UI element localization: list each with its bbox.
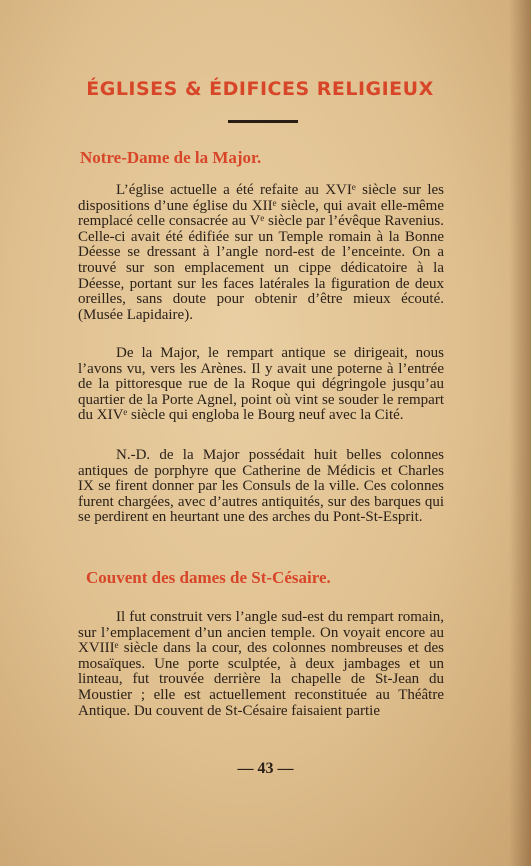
paragraph-notre-dame-2: De la Major, le rempart antique se dirigeait, nous l’avons vu, vers les Arènes. Il y avait une poterne à l’entrée de la pittoresque rue de la Roque qui dégringole jusqu’au quartier de la Porte Agnel, point où vint se souder le rempart du XIVᵉ siècle qui engloba le Bourg neuf avec la Cité. xyxy=(78,345,444,424)
paragraph-notre-dame-3: N.-D. de la Major possédait huit belles colonnes antiques de porphyre que Catherine de Médicis et Charles IX se firent donner par les Consuls de la ville. Ces colonnes furent chargées, avec d’autres antiquités, sur des barques qui se perdirent en heurtant une des arches du Pont-St-Esprit. xyxy=(78,447,444,526)
title-rule xyxy=(228,120,298,123)
section-title-st-cesaire: Couvent des dames de St-Césaire. xyxy=(86,568,331,587)
paragraph-notre-dame-1: L’église actuelle a été refaite au XVIᵉ siècle sur les dispositions d’une église du XIIᵉ siècle, qui avait elle-même remplacé celle consacrée au Vᵉ siècle par l’évêque Ravenius. Celle-ci avait été édifiée sur un Temple romain à la Bonne Déesse se dressant à l’angle nord-est de l’enceinte. On a trouvé sur son emplacement un cippe dédicatoire à la Déesse, portant sur les faces latérales la figuration de deux oreilles, sans doute pour obtenir d’être mieux écouté. (Musée Lapidaire). xyxy=(78,182,444,323)
page-number: — 43 — xyxy=(237,760,294,777)
section-title-notre-dame: Notre-Dame de la Major. xyxy=(80,148,262,167)
paragraph-st-cesaire-1: Il fut construit vers l’angle sud-est du rempart romain, sur l’emplacement d’un ancien temple. On voyait encore au XVIIIᵉ siècle dans la cour, des colonnes nombreuses et des mosaïques. Une porte sculptée, à deux jambages et un linteau, fut trouvée derrière la chapelle de St-Jean du Moustier ; elle est actuellement reconstituée au Théâtre Antique. Du couvent de St-Césaire faisaient partie xyxy=(78,609,444,719)
chapter-title: ÉGLISES & ÉDIFICES RELIGIEUX xyxy=(86,78,434,100)
